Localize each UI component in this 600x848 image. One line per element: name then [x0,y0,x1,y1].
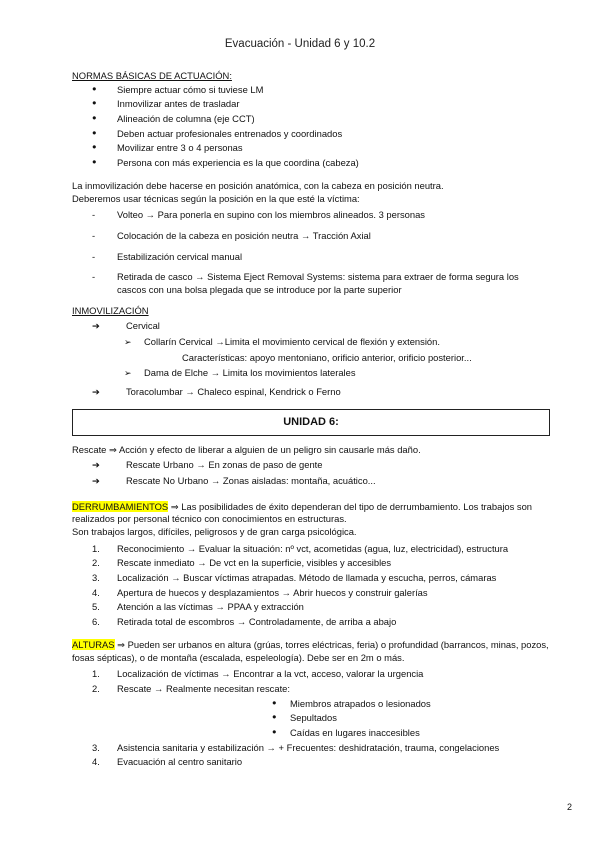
paragraph [72,639,550,664]
paragraph: La inmovilización debe hacerse en posición anatómica, con la cabeza en posición neutra. [72,179,444,191]
list-item: ● Sepultados [272,712,550,725]
paragraph: Rescate ⇒ Acción y efecto de liberar a alguien de un peligro sin causarle más daño. [72,443,421,455]
list-item: ● Miembros atrapados o lesionados [272,698,550,711]
alturas-steps-continued [72,742,550,769]
page-title: Evacuación - Unidad 6 y 10.2 [224,38,376,50]
arrow-icon: ➔ [92,386,100,398]
list-item: - Estabilización cervical manual [92,251,550,264]
list-item: 4. Apertura de huecos y desplazamientos → Abrir huecos y construir galerías [92,586,428,598]
list-item: 3. Asistencia sanitaria y estabilización → + Frecuentes: deshidratación, trauma, congelaciones [92,741,500,753]
highlighted-term: ALTURAS [72,638,115,650]
list-item: 2. Rescate → Realmente necesitan rescate: [92,682,291,694]
list-item: 4. Evacuación al centro sanitario [92,756,243,768]
list-item: 1. Reconocimiento → Evaluar la situación: nº vct, acometidas (agua, luz, electricidad), estructura [92,542,509,554]
list-item: 5. Atención a las víctimas → PPAA y extracción [92,601,304,613]
list-item: ● Inmovilizar antes de trasladar [92,98,550,111]
list-item [92,320,550,333]
list-item: 2. Rescate inmediato → De vct en la superficie, visibles y accesibles [92,557,392,569]
list-item: - Volteo → Para ponerla en supino con los miembros alineados. 3 personas [92,209,550,222]
list-item: ● Movilizar entre 3 o 4 personas [92,142,550,155]
derrumbamientos-steps [72,543,550,629]
list-item: ● Persona con más experiencia es la que coordina (cabeza) [92,157,550,170]
list-item: ● Alineación de columna (eje CCT) [92,113,550,126]
paragraph [72,501,550,526]
item-text: Rescate No Urbano → Zonas aisladas: montaña, acuático... [126,474,376,486]
page-number: 2 [567,802,573,812]
arrowhead-icon: ➢ [124,368,132,379]
arrow-icon: ➔ [92,474,100,486]
paragraph-text: ⇒ Pueden ser urbanos en altura (grúas, torres eléctricas, feria) o profundidad (barrancos, minas, pozos, fosas sépticas), o de montaña (escalada, espeleología). Debe ser en 2m o más. [72,638,549,663]
techniques-list [72,209,550,296]
list-item: - Retirada de casco → Sistema Eject Removal Systems: sistema para extraer de forma segura los cascos con una bolsa plegada que se introduce por la parte superior [92,271,550,296]
item-text: Dama de Elche → Limita los movimientos laterales [144,367,356,379]
list-item [92,386,550,399]
list-item: ● Deben actuar profesionales entrenados y coordinados [92,128,550,141]
item-text: Rescate Urbano → En zonas de paso de gente [126,459,323,471]
list-item [124,367,550,380]
list-item: 1. Localización de víctimas → Encontrar a la vct, acceso, valorar la urgencia [92,668,424,680]
paragraph-text: ⇒ Las posibilidades de éxito dependeran del tipo de derrumbamiento. Los trabajos son realizados por personal técnico con conocimientos en estructuras. [72,500,533,525]
normas-list [72,84,550,170]
list-item [92,459,550,472]
inmovilizacion-title: INMOVILIZACIÓN [72,304,149,316]
characteristics-line: Características: apoyo mentoniano, orificio anterior, orificio posterior... [182,351,472,363]
arrow-icon: ➔ [92,320,100,332]
highlighted-term: DERRUMBAMIENTOS [72,500,169,512]
item-text: Toracolumbar → Chaleco espinal, Kendrick o Ferno [126,386,341,398]
paragraph: Son trabajos largos, difíciles, peligrosos y de gran carga psicológica. [72,526,357,538]
alturas-steps [72,668,550,695]
arrowhead-icon: ➢ [124,337,132,347]
list-item: ● Caídas en lugares inaccesibles [272,727,550,740]
document-body [72,70,550,771]
item-text: Collarín Cervical →Limita el movimiento cervical de flexión y extensión. [144,336,440,347]
paragraph: Deberemos usar técnicas según la posición en la que esté la víctima: [72,192,360,204]
item-text: Cervical [126,320,160,332]
unit-heading-box: UNIDAD 6: [72,409,550,436]
list-item [92,475,550,488]
normas-title: NORMAS BÁSICAS DE ACTUACIÓN: [72,70,232,81]
list-item [124,336,550,349]
list-item: - Colocación de la cabeza en posición neutra → Tracción Axial [92,230,550,243]
list-item: 3. Localización → Buscar víctimas atrapadas. Método de llamada y escucha, perros, cámaras [92,572,497,584]
arrow-icon: ➔ [92,459,100,471]
list-item: 6. Retirada total de escombros → Controladamente, de arriba a abajo [92,616,397,628]
rescue-needs-list [72,698,550,740]
list-item: ● Siempre actuar cómo si tuviese LM [92,84,550,97]
